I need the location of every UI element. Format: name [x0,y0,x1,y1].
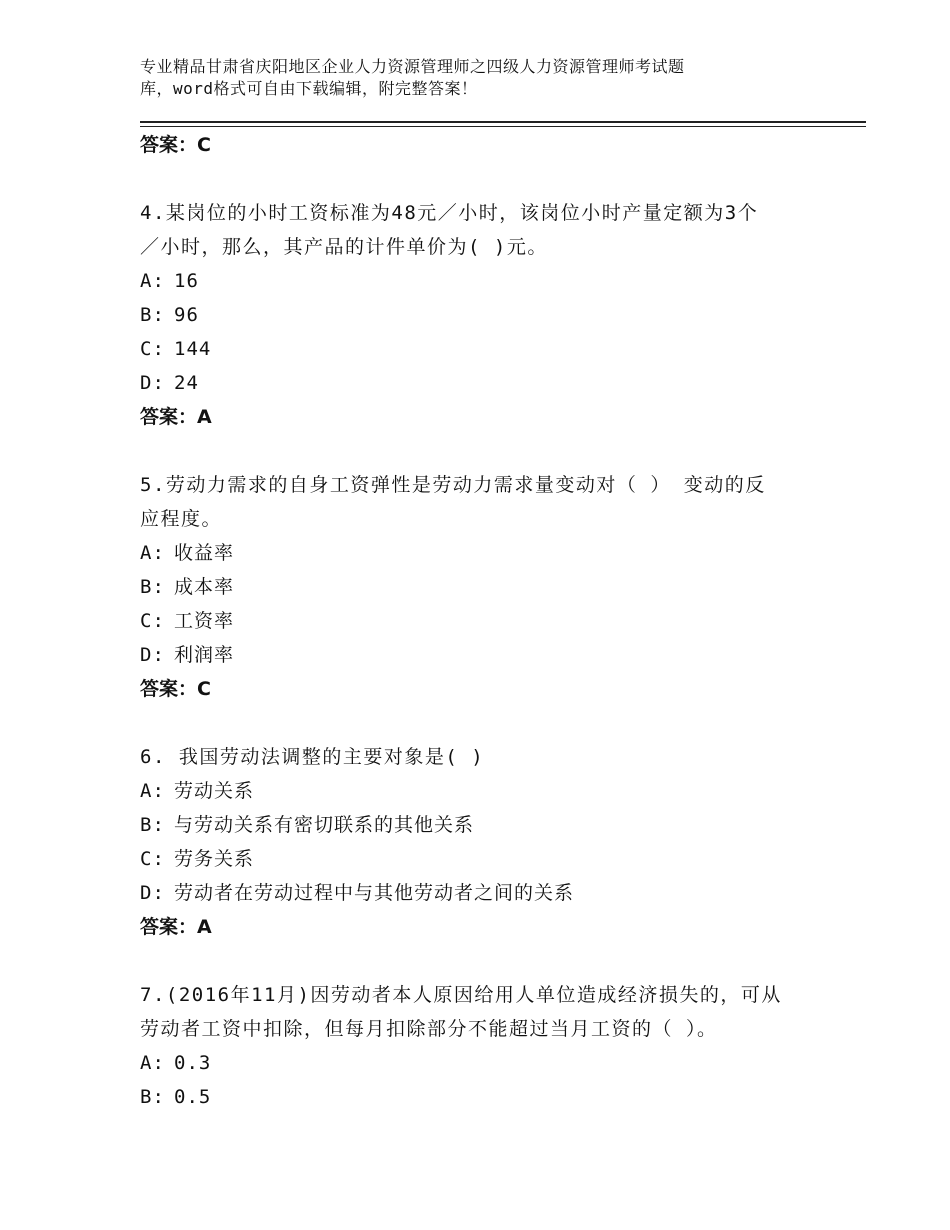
option-letter: B: [140,1086,165,1108]
option-text: 成本率 [174,576,235,598]
option-letter: C: [140,338,165,360]
question-list [140,128,820,1114]
option-d [140,366,820,400]
option-d [140,638,820,672]
option-letter: B: [140,576,165,598]
answer-line: 答案：C [140,678,211,700]
question-line: ／小时，那么，其产品的计件单价为( )元。 [140,236,548,258]
question-item [140,740,820,944]
option-text: 与劳动关系有密切联系的其他关系 [174,814,475,836]
question-line: 7.(2016年11月)因劳动者本人原因给用人单位造成经济损失的，可从 [140,984,782,1006]
header-rule-thin [140,126,866,127]
header-line-1: 专业精品甘肃省庆阳地区企业人力资源管理师之四级人力资源管理师考试题 [140,57,685,76]
question-item [140,978,820,1114]
option-letter: A: [140,780,165,802]
option-text: 劳务关系 [174,848,255,870]
option-a [140,1046,820,1080]
question-text [140,978,820,1046]
answer-line: 答案：A [140,406,212,428]
option-text: 0.3 [174,1052,212,1074]
question-line: 4.某岗位的小时工资标准为48元／小时，该岗位小时产量定额为3个 [140,202,759,224]
option-b [140,808,820,842]
option-c [140,332,820,366]
question-line: 应程度。 [140,508,223,530]
option-letter: A: [140,270,165,292]
option-letter: A: [140,542,165,564]
question-item [140,468,820,706]
option-letter: D: [140,644,165,666]
option-text: 工资率 [174,610,235,632]
option-text: 96 [174,304,199,326]
question-line: 5.劳动力需求的自身工资弹性是劳动力需求量变动对（ ） 变动的反 [140,474,766,496]
header-line-2: 库，word格式可自由下载编辑，附完整答案！ [140,79,478,98]
option-text: 0.5 [174,1086,212,1108]
option-c [140,842,820,876]
option-letter: C: [140,610,165,632]
option-letter: C: [140,848,165,870]
option-letter: B: [140,304,165,326]
option-text: 16 [174,270,199,292]
question-text [140,468,820,536]
option-a [140,774,820,808]
header-rule-thick [140,121,866,123]
option-letter: B: [140,814,165,836]
question-line: 劳动者工资中扣除，但每月扣除部分不能超过当月工资的（ ）。 [140,1018,718,1040]
question-text [140,196,820,264]
option-b [140,1080,820,1114]
option-c [140,604,820,638]
option-a [140,264,820,298]
option-letter: D: [140,882,165,904]
question-text [140,740,820,774]
option-letter: A: [140,1052,165,1074]
answer-line: 答案：C [140,134,211,156]
option-text: 24 [174,372,199,394]
option-text: 利润率 [174,644,235,666]
question-item [140,196,820,434]
page-header [140,56,780,100]
option-text: 劳动关系 [174,780,255,802]
option-d [140,876,820,910]
option-text: 劳动者在劳动过程中与其他劳动者之间的关系 [174,882,575,904]
option-a [140,536,820,570]
question-line: 6. 我国劳动法调整的主要对象是( ) [140,746,485,768]
option-text: 收益率 [174,542,235,564]
answer-line: 答案：A [140,916,212,938]
option-b [140,570,820,604]
option-text: 144 [174,338,212,360]
option-letter: D: [140,372,165,394]
option-b [140,298,820,332]
